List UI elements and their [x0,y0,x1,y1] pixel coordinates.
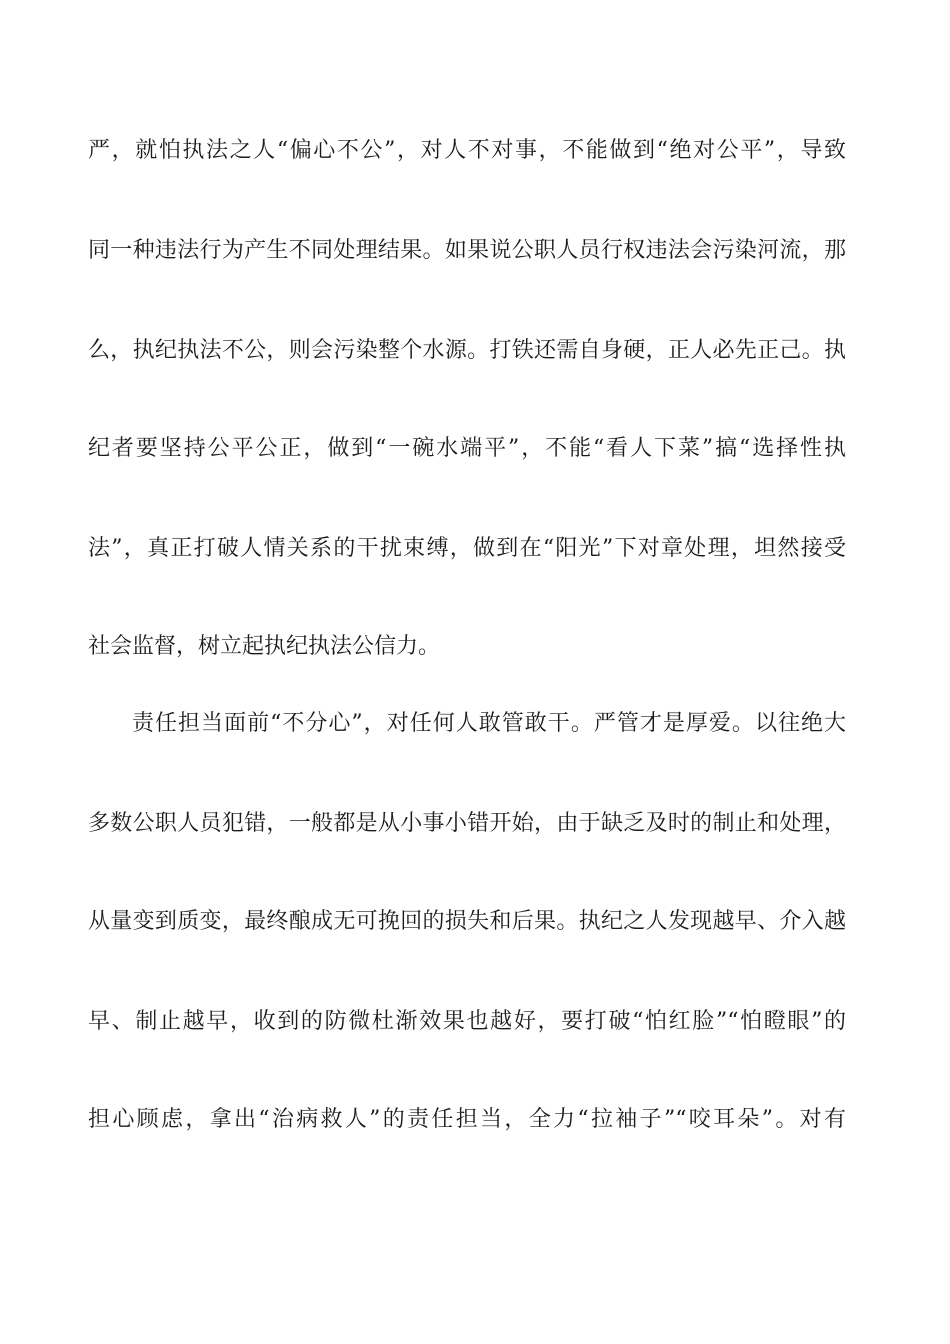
paragraph-line: 么，执纪执法不公，则会污染整个水源。打铁还需自身硬，正人必先正己。执 [88,338,846,363]
paragraph-line: 早、制止越早，收到的防微杜渐效果也越好，要打破“怕红脸”“怕瞪眼”的 [88,1009,846,1034]
paragraph-line: 同一种违法行为产生不同处理结果。如果说公职人员行权违法会污染河流，那 [88,238,846,263]
paragraph-line: 严，就怕执法之人“偏心不公”，对人不对事，不能做到“绝对公平”，导致 [88,138,846,163]
paragraph-first-line: 责任担当面前“不分心”，对任何人敢管敢干。严管才是厚爱。以往绝大 [132,711,846,736]
paragraph-line: 从量变到质变，最终酿成无可挽回的损失和后果。执纪之人发现越早、介入越 [88,909,846,934]
paragraph-line: 社会监督，树立起执纪执法公信力。 [88,634,441,659]
paragraph-line: 担心顾虑，拿出“治病救人”的责任担当，全力“拉袖子”“咬耳朵”。对有 [88,1107,846,1132]
paragraph-line: 多数公职人员犯错，一般都是从小事小错开始，由于缺乏及时的制止和处理， [88,811,846,836]
paragraph-line: 法”，真正打破人情关系的干扰束缚，做到在“阳光”下对章处理，坦然接受 [88,536,846,561]
paragraph-line: 纪者要坚持公平公正，做到“一碗水端平”，不能“看人下菜”搞“选择性执 [88,436,846,461]
